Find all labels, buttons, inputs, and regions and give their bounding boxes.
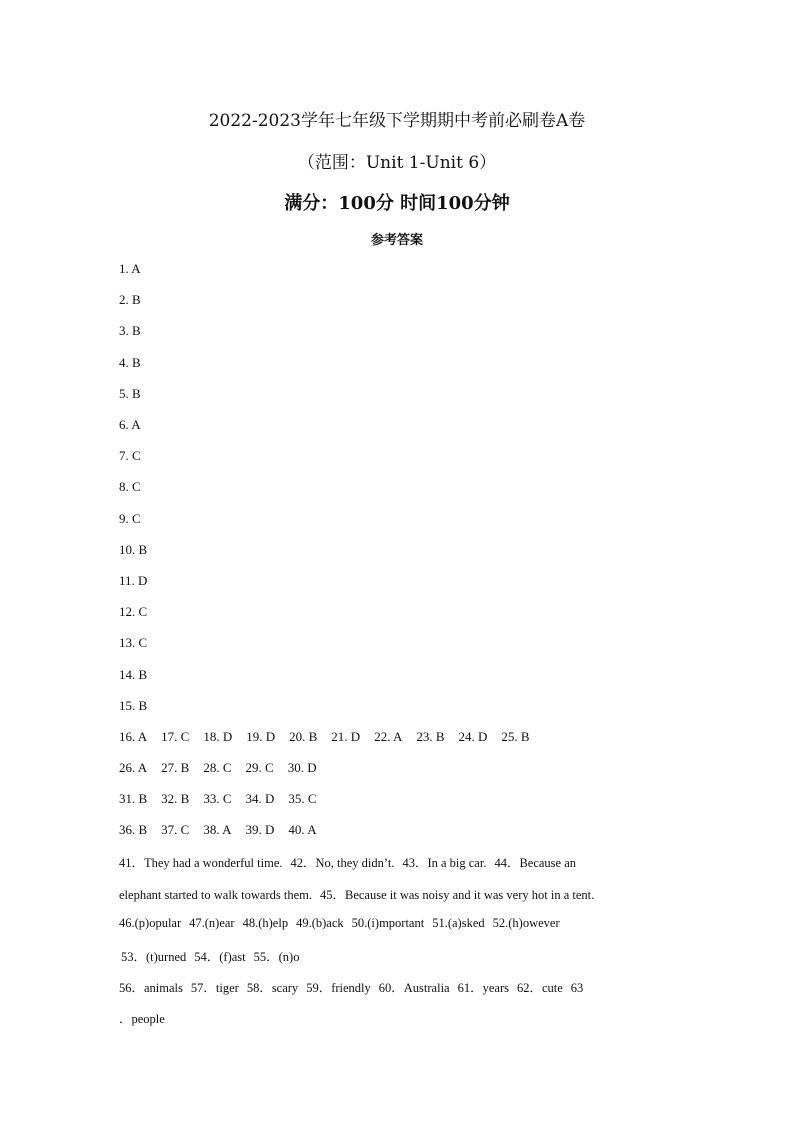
answer-item: 58．scary [246,981,299,995]
answer-item: 19. D [246,729,276,744]
exam-title: 2022-2023学年七年级下学期期中考前必刷卷A卷 [208,111,586,131]
answer-item: 11. D [119,573,148,588]
answer-item: 37. C [161,822,190,837]
answer-item: 15. B [119,697,148,713]
answer-item: 14. B [119,666,148,682]
answer-item: 40. A [288,822,317,837]
answer-item: 20. B [289,729,318,744]
answer-item: 61．years [457,981,509,995]
answer-item: 41．They had a wonderful time. [119,856,283,870]
answer-item: 49.(b)ack [296,916,344,930]
exam-score-time: 满分：100分 时间100分钟 [284,193,510,214]
answer-item: 50.(i)mportant [351,916,425,930]
answer-item: 44．Because an [494,856,577,870]
answer-text-56-63 [119,978,591,996]
answer-item: 43．In a big car. [402,856,487,870]
answer-item: 13. C [119,635,148,651]
answer-item: 27. B [161,760,190,775]
answer-item: 42．No, they didn’t. [290,856,395,870]
answer-item: 31. B [119,791,148,806]
answer-item: 23. B [416,729,445,744]
answer-text-41-44 [119,853,584,871]
answer-item: 22. A [374,729,403,744]
answer-text-63-cont [119,1009,173,1027]
answer-item: 57．tiger [190,981,239,995]
answer-item: 5. B [119,385,141,401]
answer-item: 32. B [161,791,190,806]
exam-range: （范围：Unit 1-Unit 6） [297,153,497,173]
answer-item: 53．(t)urned [121,950,187,964]
answer-item: 3. B [119,323,141,339]
answer-text-44-45 [119,885,602,903]
answer-text-53-55 [121,947,307,965]
answer-item: 24. D [458,729,488,744]
answer-item: 12. C [119,604,148,620]
answer-item: 2. B [119,292,141,308]
answer-item: 9. C [119,510,141,526]
answer-item: 4. B [119,354,141,370]
answer-row-16-25 [119,729,544,745]
answer-item: 6. A [119,417,141,432]
answer-text-46-52 [119,916,568,931]
answer-item: 33. C [203,791,232,806]
answer-item: 59．friendly [306,981,371,995]
answer-item: 39. D [245,822,275,837]
answer-item: 62．cute [516,981,563,995]
answer-item: 26. A [119,760,148,775]
answer-item: 29. C [245,760,274,775]
answer-item: 45．Because it was noisy and it was very hot in a tent. [320,888,595,902]
answer-item: 47.(n)ear [189,916,235,930]
answer-heading: 参考答案 [370,233,423,248]
answer-row-31-35 [119,791,331,807]
answer-item: 28. C [203,760,232,775]
answer-item: 30. D [287,760,317,775]
answer-item: 7. C [119,448,141,464]
answer-item: 18. D [203,729,233,744]
answer-item: 34. D [245,791,275,806]
answer-item: 55．(n)o [253,950,300,964]
answer-item: 48.(h)elp [242,916,289,930]
answer-item: 51.(a)sked [432,916,485,930]
answer-row-26-30 [119,760,331,776]
answer-item: 36. B [119,822,148,837]
answer-item: 16. A [119,729,148,744]
answer-item: 38. A [203,822,232,837]
answer-item: 8. C [119,479,141,495]
answer-item: 17. C [161,729,190,744]
answer-item: 60．Australia [378,981,450,995]
answer-item: 46.(p)opular [119,916,182,930]
answer-item: ．people [119,1012,165,1026]
answer-row-36-40 [119,822,331,838]
answer-item: 21. D [331,729,361,744]
answer-item: 54．(f)ast [194,950,246,964]
answer-item: 52.(h)owever [492,916,560,930]
answer-item: 1. A [119,261,141,276]
answer-item: 10. B [119,541,148,557]
answer-item: 25. B [501,729,530,744]
answer-item: elephant started to walk towards them. [119,888,312,902]
answer-item: 35. C [288,791,317,806]
answer-item: 63 [570,981,584,995]
answer-item: 56．animals [119,981,183,995]
